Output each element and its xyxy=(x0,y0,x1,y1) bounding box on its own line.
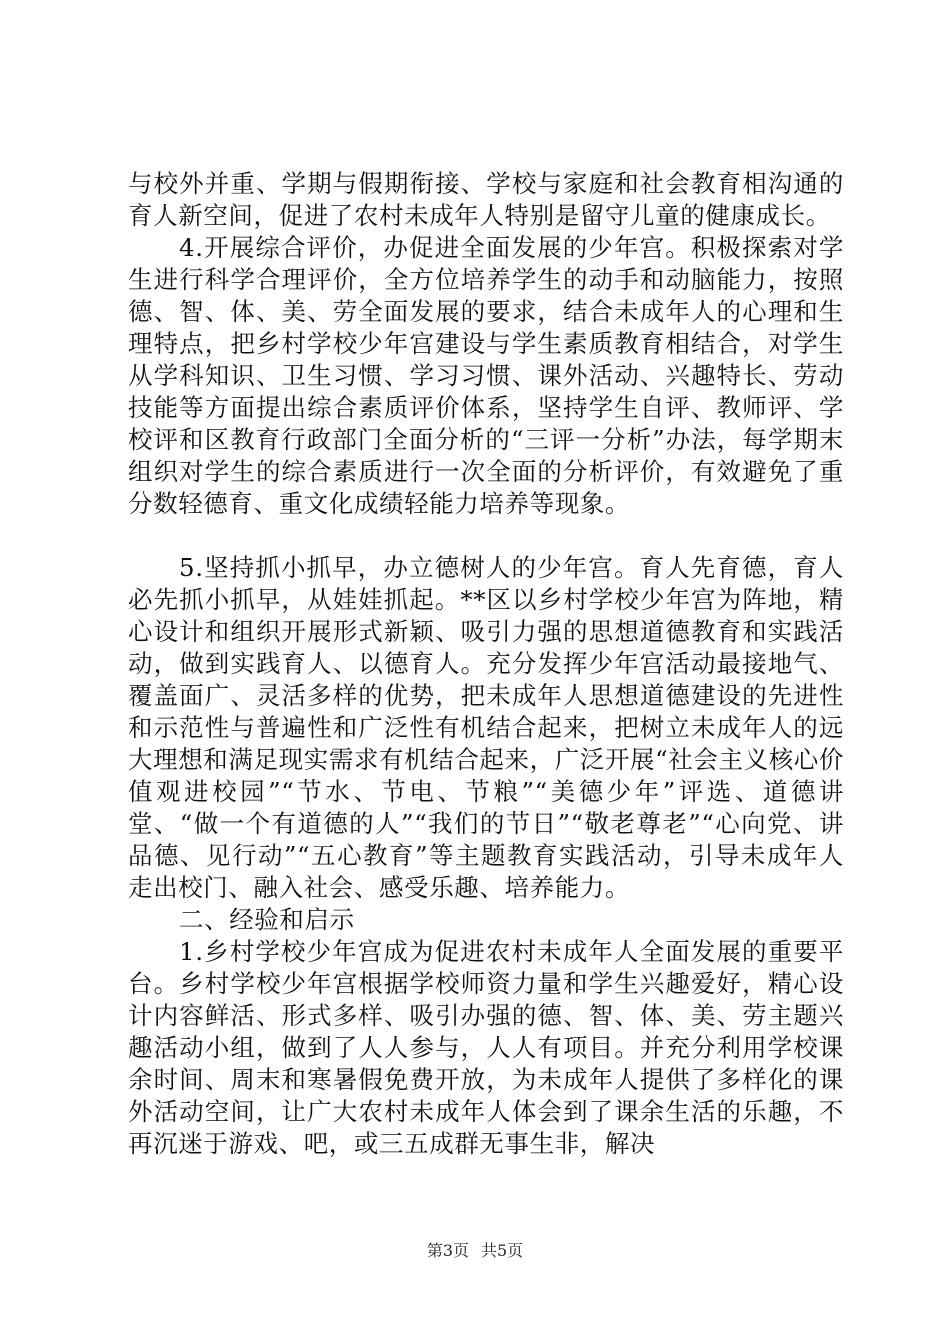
paragraph-continuation: 与校外并重、学期与假期衔接、学校与家庭和社会教育相沟通的育人新空间，促进了农村未成年人特别是留守儿童的健康成长。 xyxy=(128,169,844,230)
paragraph-comprehensive-evaluation: 4.开展综合评价，办促进全面发展的少年宫。积极探索对学生进行科学合理评价，全方位培养学生的动手和动脑能力，按照德、智、体、美、劳全面发展的要求，结合未成年人的心理和生理特点，把乡村学校少年宫建设与学生素质教育相结合，对学生从学科知识、卫生习惯、学习习惯、课外活动、兴趣特长、劳动技能等方面提出综合素质评价体系，坚持学生自评、教师评、学校评和区教育行政部门全面分析的“三评一分析”办法，每学期末组织对学生的综合素质进行一次全面的分析评价，有效避免了重分数轻德育、重文化成绩轻能力培养等现象。 xyxy=(128,233,844,518)
section-heading-experience: 二、经验和启示 xyxy=(179,905,355,934)
document-body xyxy=(128,168,844,1160)
paragraph-important-platform: 1.乡村学校少年宫成为促进农村未成年人全面发展的重要平台。乡村学校少年宫根据学校师资力量和学生兴趣爱好，精心设计内容鲜活、形式多样、吸引办强的德、智、体、美、劳主题兴趣活动小组，做到了人人参与，人人有项目。并充分利用学校课余时间、周末和寒暑假免费开放，为未成年人提供了多样化的课外活动空间，让广大农村未成年人体会到了课余生活的乐趣，不再沉迷于游戏、吧，或三五成群无事生非，解决 xyxy=(128,937,844,1158)
paragraph-moral-education: 5.坚持抓小抓早，办立德树人的少年宫。育人先育德，育人必先抓小抓早，从娃娃抓起。**区以乡村学校少年宫为阵地，精心设计和组织开展形式新颖、吸引力强的思想道德教育和实践活动，做到实践育人、以德育人。充分发挥少年宫活动最接地气、覆盖面广、灵活多样的优势，把未成年人思想道德建设的先进性和示范性与普遍性和广泛性有机结合起来，把树立未成年人的远大理想和满足现实需求有机结合起来，广泛开展“社会主义核心价值观进校园”“节水、节电、节粮”“美德少年”评选、道德讲堂、“做一个有道德的人”“我们的节日”“敬老尊老”“心向党、讲品德、见行动”“五心教育”等主题教育实践活动，引导未成年人走出校门、融入社会、感受乐趣、培养能力。 xyxy=(128,553,844,902)
page-total: 共5页 xyxy=(481,1241,524,1260)
page-number: 第3页 xyxy=(426,1241,469,1260)
page-footer xyxy=(0,1240,950,1262)
